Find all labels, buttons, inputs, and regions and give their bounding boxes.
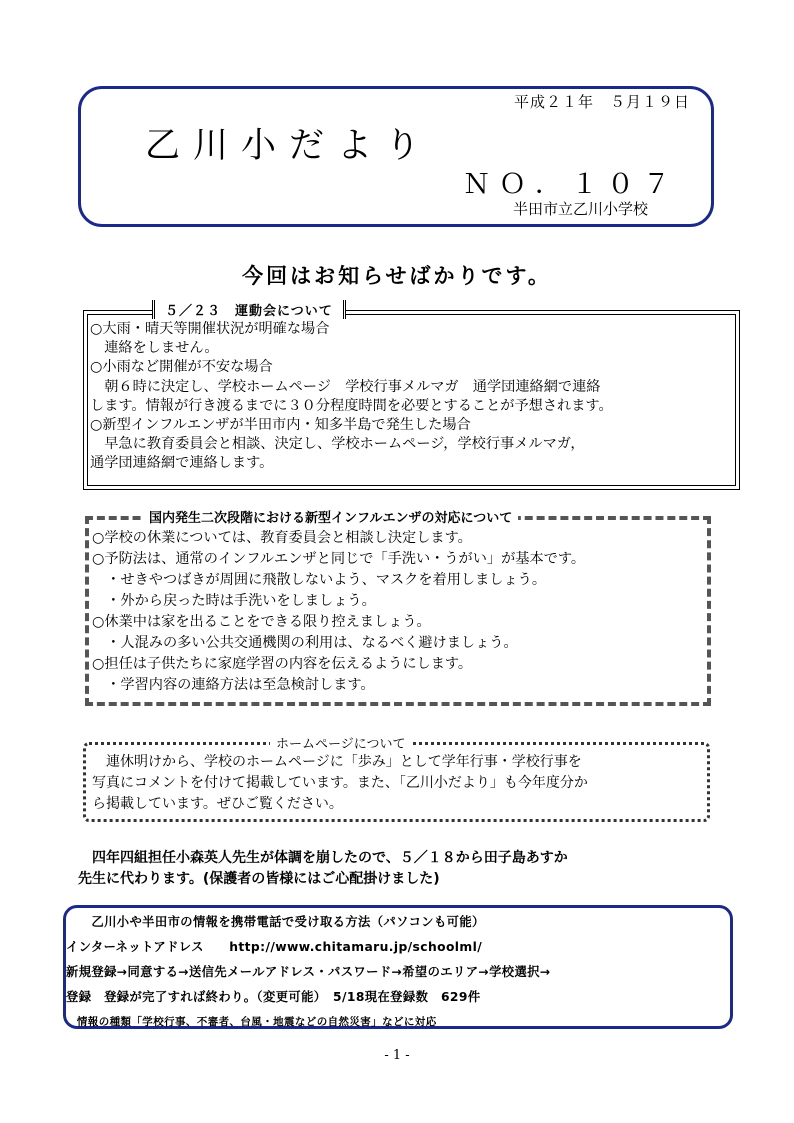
mobile-info-body (66, 910, 730, 1035)
text-line: ○小雨など開催が不安な場合 (90, 359, 273, 376)
text-line: 新規登録→同意する→送信先メールアドレス・パスワード→希望のエリア→学校選択→ (66, 965, 551, 979)
text-line: ・人混みの多い公共交通機関の利用は、なるべく避けましょう。 (92, 635, 518, 651)
text-line: ○休業中は家を出ることをできる限り控えましょう。 (92, 614, 431, 630)
text-line: 登録 登録が完了すれば終わり。（変更可能） 5/18現在登録数 629件 (66, 990, 481, 1004)
sports-day-body (90, 320, 732, 474)
text-line: 連休明けから、学校のホームページに「歩み」として学年行事・学校行事を (92, 754, 582, 770)
text-line: します。情報が行き渡るまでに３０分程度時間を必要とすることが予想されます。 (90, 397, 613, 414)
text-line: インターネットアドレス http://www.chitamaru.jp/schoolml/ (66, 940, 483, 954)
text-line: 通学団連絡網で連絡します。 (90, 455, 274, 472)
text-line: ・学習内容の連絡方法は至急検討します。 (92, 677, 375, 693)
headline: 今回はお知らせばかりです。 (242, 264, 552, 288)
influenza-body (92, 528, 704, 696)
homepage-body (92, 752, 706, 815)
text-line: 写真にコメントを付けて掲載しています。また、「乙川小だより」も今年度分か (92, 775, 588, 791)
text-line: ○大雨・晴天等開催状況が明確な場合 (90, 321, 330, 337)
text-line: 乙川小や半田市の情報を携帯電話で受け取る方法（パソコンも可能） (66, 915, 485, 929)
issue-date: 平成２１年 ５月１９日 (513, 93, 690, 111)
homepage-title: ホームページについて (270, 733, 411, 752)
text-line: ○予防法は、通常のインフルエンザと同じで「手洗い・うがい」が基本です。 (92, 551, 586, 567)
text-line: ・外から戻った時は手洗いをしましょう。 (92, 593, 376, 609)
text-line: 先生に代わります。(保護者の皆様にはご心配掛けました) (78, 871, 440, 887)
sports-day-title: ５／２３ 運動会について (152, 300, 346, 319)
text-line: 朝６時に決定し、学校ホームページ 学校行事メルマガ 通学団連絡網で連絡 (90, 378, 601, 395)
text-line: ○担任は子供たちに家庭学習の内容を伝えるようにします。 (92, 656, 473, 672)
text-line: ○学校の休業については、教育委員会と相談し決定します。 (92, 530, 472, 546)
newsletter-title: 乙川小だより (145, 126, 434, 166)
text-line: ・せきやつばきが周囲に飛散しないよう、マスクを着用しましょう。 (92, 572, 547, 588)
text-line: ら掲載しています。ぜひご覧ください。 (92, 796, 343, 812)
text-line: 連絡をしません。 (90, 340, 219, 357)
issue-number: ＮＯ．１０７ (463, 169, 679, 200)
text-line: 早急に教育委員会と相談、決定し、学校ホームページ，学校行事メルマガ， (90, 436, 585, 453)
school-name: 半田市立乙川小学校 (513, 200, 649, 218)
text-line: 四年四組担任小森英人先生が体調を崩したので、５／１８から田子島あすか (78, 850, 568, 866)
text-line: 情報の種類「学校行事、不審者、台風・地震などの自然災害」などに対応 (66, 1016, 437, 1028)
text-line: ○新型インフルエンザが半田市内・知多半島で発生した場合 (90, 417, 471, 434)
page-number: - 1 - (384, 1048, 410, 1063)
teacher-change-notice (78, 848, 718, 890)
influenza-title: 国内発生二次段階における新型インフルエンザの対応について (143, 507, 518, 526)
